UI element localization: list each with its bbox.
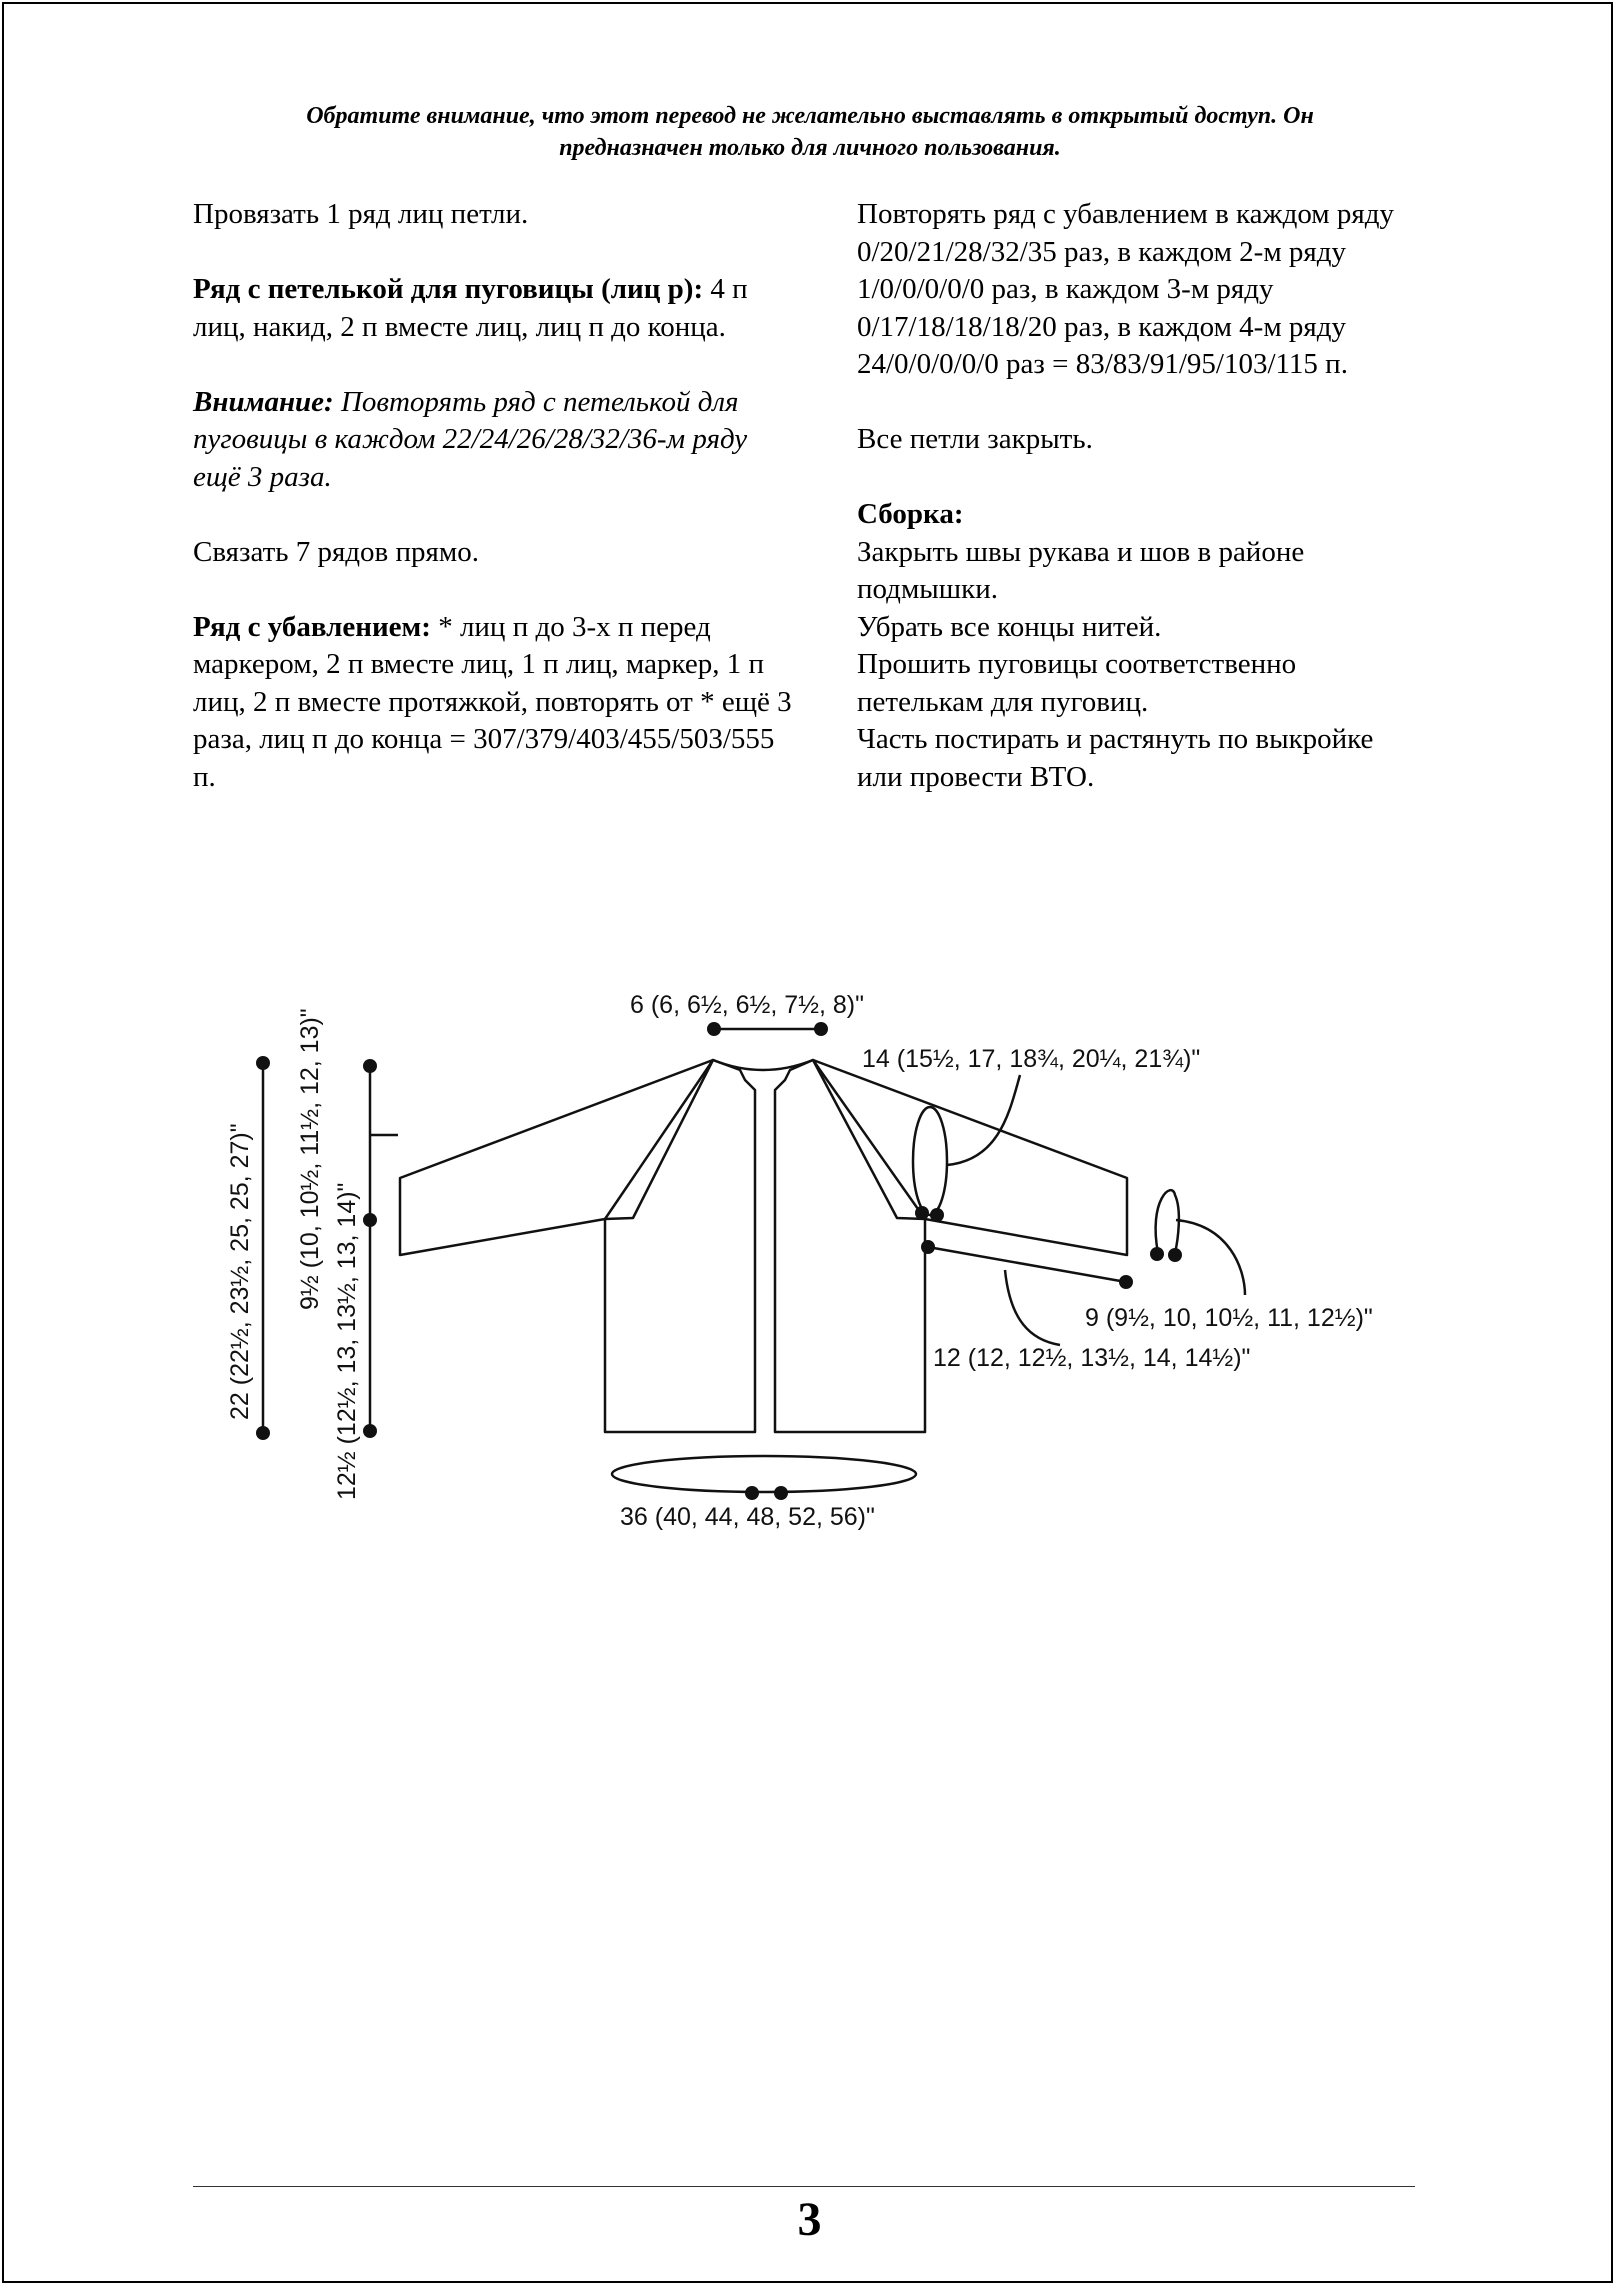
assembly-step-4: Часть постирать и растянуть по выкройке или провести ВТО. [857,723,1374,793]
cuff-loop [1156,1190,1179,1253]
buttonhole-row-text: 4 п лиц, накид, 2 п вместе лиц, лиц п до конца. [193,273,748,343]
paragraph-buttonhole-row [193,271,793,346]
upper-arm-ellipse [913,1107,947,1215]
decrease-row-title: Ряд с убавлением: [193,610,431,643]
paragraph-bind-off: Все петли закрыть. [857,423,1093,455]
decrease-row-text: * лиц п до 3-х п перед маркером, 2 п вместе лиц, 1 п лиц, маркер, 1 п лиц, 2 п вместе протяжкой, повторять от * ещё 3 раза, лиц п до конца = 307/379/403/455/503/555 п. [193,610,792,793]
translation-notice [200,100,1420,164]
paragraph-decrease-row [193,609,793,797]
right-column [857,196,1417,796]
assembly-step-3: Прошить пуговицы соответственно петелькам для пуговиц. [857,648,1297,718]
attention-text: Повторять ряд с петелькой для пуговицы в каждом 22/24/26/28/32/36-м ряду ещё 3 раза. [193,385,748,493]
cuff-label: 9 (9½, 10, 10½, 11, 12½)" [1085,1304,1373,1332]
upper-arm-leader [947,1075,1020,1165]
page-number: 3 [797,2193,822,2246]
sleeve-length-label: 12 (12, 12½, 13½, 14, 14½)" [933,1344,1251,1372]
cardigan-body-outline-right [775,1060,925,1432]
measurement-dots [256,1022,1182,1500]
attention-title: Внимание: [193,385,334,418]
assembly-title: Сборка: [857,498,964,530]
paragraph-attention [193,384,793,497]
buttonhole-row-title: Ряд с петелькой для пуговицы (лиц р): [193,273,704,305]
assembly-step-2: Убрать все концы нитей. [857,610,1162,643]
yoke-depth-label: 9½ (10, 10½, 11½, 12, 13)" [296,1008,324,1310]
chest-ellipse [612,1456,916,1492]
notice-line-2: предназначен только для личного пользования. [559,135,1061,161]
cuff-leader [1176,1220,1245,1295]
left-column [193,196,793,796]
paragraph-knit-row: Провязать 1 ряд лиц петли. [193,198,529,230]
sleeve-length-leader [1005,1270,1060,1345]
cardigan-body-outline [605,1060,755,1432]
total-length-label: 22 (22½, 23½, 25, 25, 27)" [226,1123,254,1420]
assembly-step-1: Закрыть швы рукава и шов в районе подмышки. [857,535,1305,605]
neck-label: 6 (6, 6½, 6½, 7½, 8)" [630,991,865,1019]
body-length-label: 12½ (12½, 13, 13½, 13, 14)" [333,1182,361,1500]
chest-label: 36 (40, 44, 48, 52, 56)" [620,1503,875,1531]
right-sleeve [813,1060,1127,1255]
left-sleeve [400,1060,713,1255]
neckline [713,1060,813,1070]
sleeve-length-line [928,1247,1126,1282]
footer-divider [193,2186,1415,2187]
cardigan-schematic [195,945,1420,1565]
notice-line-1: Обратите внимание, что этот перевод не желательно выставлять в открытый доступ. Он [306,103,1314,129]
paragraph-straight-rows: Связать 7 рядов прямо. [193,535,479,568]
upper-arm-label: 14 (15½, 17, 18¾, 20¼, 21¾)" [862,1045,1201,1073]
paragraph-repeat-decrease: Повторять ряд с убавлением в каждом ряду 0/20/21/28/32/35 раз, в каждом 2-м ряду 1/0/0/0/0/0 раз, в каждом 3-м ряду 0/17/18/18/18/20 раз, в каждом 4-м ряду 24/0/0/0/0/0 раз = 83/83/91/95/103/115 п. [857,198,1394,380]
